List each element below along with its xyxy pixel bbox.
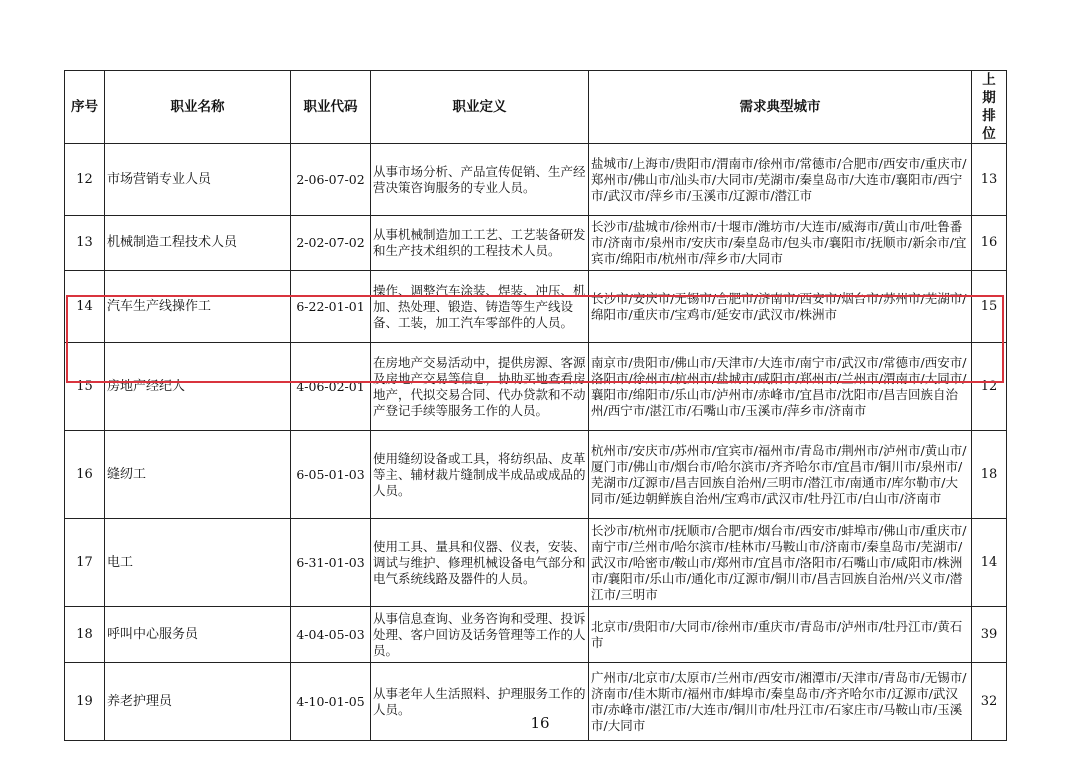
table-row [65, 431, 1007, 519]
row-definition: 从事市场分析、产品宣传促销、生产经营决策咨询服务的专业人员。 [371, 144, 589, 216]
row-definition: 操作、调整汽车涂装、焊装、冲压、机加、热处理、锻造、铸造等生产线设备、工装，加工汽车零部件的人员。 [371, 271, 589, 343]
table-header-row [65, 71, 1007, 144]
row-definition: 在房地产交易活动中，提供房源、客源及房地产交易等信息，协助买地查看房地产，代拟交易合同、代办贷款和不动产登记手续等服务工作的人员。 [371, 343, 589, 431]
row-cities: 杭州市/安庆市/苏州市/宜宾市/福州市/青岛市/荆州市/泸州市/黄山市/厦门市/佛山市/烟台市/哈尔滨市/齐齐哈尔市/宜昌市/铜川市/泉州市/芜湖市/辽源市/昌吉回族自治州/三明市/潜江市/南通市/库尔勒市/大同市/延边朝鲜族自治州/宝鸡市/武汉市/牡丹江市/白山市/济南市 [589, 431, 972, 519]
row-name: 市场营销专业人员 [105, 144, 291, 216]
row-no: 17 [65, 519, 105, 607]
row-no: 15 [65, 343, 105, 431]
row-rank: 15 [972, 271, 1007, 343]
table-row-highlighted [65, 343, 1007, 431]
row-cities: 广州市/北京市/太原市/兰州市/西安市/湘潭市/天津市/青岛市/无锡市/济南市/佳木斯市/福州市/蚌埠市/秦皇岛市/齐齐哈尔市/辽源市/武汉市/赤峰市/湛江市/大连市/铜川市/牡丹江市/石家庄市/马鞍山市/玉溪市/大同市 [589, 663, 972, 741]
row-no: 13 [65, 216, 105, 271]
header-definition: 职业定义 [371, 71, 589, 144]
header-name: 职业名称 [105, 71, 291, 144]
row-code: 4-06-02-01 [291, 343, 371, 431]
row-no: 19 [65, 663, 105, 741]
row-name: 房地产经纪人 [105, 343, 291, 431]
row-name: 缝纫工 [105, 431, 291, 519]
row-cities: 南京市/贵阳市/佛山市/天津市/大连市/南宁市/武汉市/常德市/西安市/洛阳市/徐州市/杭州市/盐城市/咸阳市/郑州市/兰州市/渭南市/大同市/襄阳市/绵阳市/乐山市/泸州市/赤峰市/宜昌市/沈阳市/昌吉回族自治州/西宁市/湛江市/石嘴山市/玉溪市/萍乡市/济南市 [589, 343, 972, 431]
row-no: 12 [65, 144, 105, 216]
row-rank: 32 [972, 663, 1007, 741]
row-cities: 长沙市/杭州市/抚顺市/合肥市/烟台市/西安市/蚌埠市/佛山市/重庆市/南宁市/兰州市/哈尔滨市/桂林市/马鞍山市/济南市/秦皇岛市/芜湖市/武汉市/哈密市/鞍山市/郑州市/宜昌市/洛阳市/石嘴山市/咸阳市/株洲市/襄阳市/乐山市/通化市/辽源市/铜川市/昌吉回族自治州/兴义市/潜江市/三明市 [589, 519, 972, 607]
row-rank: 39 [972, 607, 1007, 663]
occupation-table [64, 70, 1007, 741]
row-rank: 13 [972, 144, 1007, 216]
header-no: 序号 [65, 71, 105, 144]
header-rank: 上期排位 [972, 71, 1007, 144]
row-rank: 14 [972, 519, 1007, 607]
row-code: 6-05-01-03 [291, 431, 371, 519]
page-number: 16 [530, 714, 550, 732]
row-name: 电工 [105, 519, 291, 607]
row-name: 汽车生产线操作工 [105, 271, 291, 343]
header-code: 职业代码 [291, 71, 371, 144]
row-definition: 使用缝纫设备或工具，将纺织品、皮革等主、辅材裁片缝制成半成品或成品的人员。 [371, 431, 589, 519]
row-no: 18 [65, 607, 105, 663]
row-rank: 18 [972, 431, 1007, 519]
row-code: 2-02-07-02 [291, 216, 371, 271]
row-cities: 长沙市/盐城市/徐州市/十堰市/潍坊市/大连市/威海市/黄山市/吐鲁番市/济南市/泉州市/安庆市/秦皇岛市/包头市/襄阳市/抚顺市/新余市/宜宾市/绵阳市/杭州市/萍乡市/大同市 [589, 216, 972, 271]
row-cities: 盐城市/上海市/贵阳市/渭南市/徐州市/常德市/合肥市/西安市/重庆市/郑州市/佛山市/汕头市/大同市/芜湖市/秦皇岛市/大连市/襄阳市/西宁市/武汉市/萍乡市/玉溪市/辽源市/潜江市 [589, 144, 972, 216]
row-no: 14 [65, 271, 105, 343]
row-code: 4-04-05-03 [291, 607, 371, 663]
table-row [65, 216, 1007, 271]
table-row [65, 607, 1007, 663]
row-code: 6-31-01-03 [291, 519, 371, 607]
row-cities: 长沙市/安庆市/无锡市/合肥市/济南市/西安市/烟台市/苏州市/芜湖市/绵阳市/重庆市/宝鸡市/延安市/武汉市/株洲市 [589, 271, 972, 343]
row-no: 16 [65, 431, 105, 519]
row-name: 呼叫中心服务员 [105, 607, 291, 663]
row-definition: 从事信息查询、业务咨询和受理、投诉处理、客户回访及话务管理等工作的人员。 [371, 607, 589, 663]
row-rank: 12 [972, 343, 1007, 431]
row-definition: 从事老年人生活照料、护理服务工作的人员。 [371, 663, 589, 741]
row-name: 养老护理员 [105, 663, 291, 741]
table-row [65, 519, 1007, 607]
header-cities: 需求典型城市 [589, 71, 972, 144]
row-rank: 16 [972, 216, 1007, 271]
row-name: 机械制造工程技术人员 [105, 216, 291, 271]
row-cities: 北京市/贵阳市/大同市/徐州市/重庆市/青岛市/泸州市/牡丹江市/黄石市 [589, 607, 972, 663]
row-code: 4-10-01-05 [291, 663, 371, 741]
row-definition: 从事机械制造加工工艺、工艺装备研发和生产技术组织的工程技术人员。 [371, 216, 589, 271]
table-row [65, 144, 1007, 216]
table-row [65, 271, 1007, 343]
row-code: 2-06-07-02 [291, 144, 371, 216]
row-code: 6-22-01-01 [291, 271, 371, 343]
row-definition: 使用工具、量具和仪器、仪表，安装、调试与维护、修理机械设备电气部分和电气系统线路及器件的人员。 [371, 519, 589, 607]
